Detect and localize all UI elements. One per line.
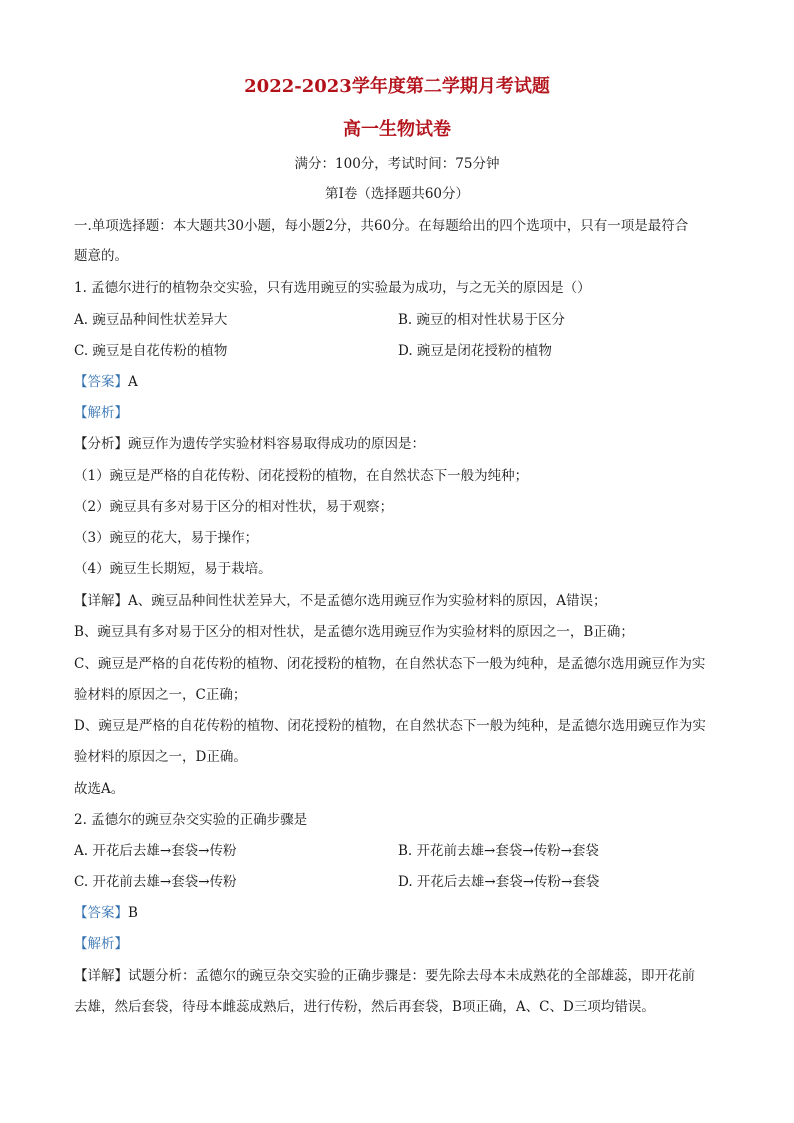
q1-fenxi-line	[74, 432, 724, 452]
q1-conclusion: 故选A。	[74, 781, 125, 797]
detail-tag: 【详解】	[74, 968, 128, 984]
section-instruction-line-1: 一.单项选择题：本大题共30小题，每小题2分，共60分。在每题给出的四个选项中，只有一项是最符合	[74, 218, 689, 234]
q2-detail-line-2: 去雄，然后套袋，待母本雌蕊成熟后，进行传粉，然后再套袋，B项正确，A、C、D三项均错误。	[74, 999, 655, 1015]
analysis-tag: 【解析】	[74, 405, 128, 421]
q1-answer-line	[74, 370, 724, 390]
q1-point-2: （2）豌豆具有多对易于区分的相对性状，易于观察；	[74, 499, 394, 515]
q1-analysis-heading	[74, 401, 724, 421]
answer-tag: 【答案】	[74, 374, 128, 390]
q1-detail-a	[74, 589, 724, 609]
q1-detail-c-line-1: C、豌豆是严格的自花传粉的植物、闭花授粉的植物，在自然状态下一般为纯种，是孟德尔选用豌豆作为实	[74, 656, 706, 672]
q1-detail-a-text: A、豌豆品种间性状差异大，不是孟德尔选用豌豆作为实验材料的原因，A错误；	[128, 593, 607, 609]
q1-option-d: D. 豌豆是闭花授粉的植物	[398, 343, 552, 359]
section-instruction-line-2: 题意的。	[74, 248, 128, 264]
q1-stem: 1. 孟德尔进行的植物杂交实验，只有选用豌豆的实验最为成功，与之无关的原因是（）	[74, 280, 591, 296]
exam-subtitle: 高一生物试卷	[343, 119, 451, 140]
q2-stem: 2. 孟德尔的豌豆杂交实验的正确步骤是	[74, 812, 308, 828]
q1-point-4: （4）豌豆生长期短，易于栽培。	[74, 561, 272, 577]
analysis-tag: 【解析】	[74, 936, 128, 952]
q2-option-d: D. 开花后去雄→套袋→传粉→套袋	[398, 874, 600, 890]
q1-option-a: A. 豌豆品种间性状差异大	[74, 312, 228, 328]
score-time-info: 满分：100分，考试时间：75分钟	[294, 156, 500, 172]
q2-detail-text-1: 试题分析：孟德尔的豌豆杂交实验的正确步骤是：要先除去母本未成熟花的全部雄蕊，即开花前	[128, 968, 695, 984]
q2-option-c: C. 开花前去雄→套袋→传粉	[74, 874, 237, 890]
q2-answer-value: B	[128, 905, 138, 921]
q1-fenxi-text: 豌豆作为遗传学实验材料容易取得成功的原因是：	[128, 436, 425, 452]
q1-detail-c-line-2: 验材料的原因之一，C正确；	[74, 687, 247, 703]
exam-title: 2022-2023学年度第二学期月考试题	[244, 76, 550, 97]
answer-tag: 【答案】	[74, 905, 128, 921]
q1-point-1: （1）豌豆是严格的自花传粉、闭花授粉的植物，在自然状态下一般为纯种；	[74, 468, 529, 484]
q2-answer-line	[74, 901, 724, 921]
q2-analysis-heading	[74, 932, 724, 952]
fenxi-tag: 【分析】	[74, 436, 128, 452]
q1-detail-d-line-1: D、豌豆是严格的自花传粉的植物、闭花授粉的植物，在自然状态下一般为纯种，是孟德尔选用豌豆作为实	[74, 718, 706, 734]
q2-option-b: B. 开花前去雄→套袋→传粉→套袋	[398, 843, 599, 859]
q1-option-c: C. 豌豆是自花传粉的植物	[74, 343, 228, 359]
q2-detail-line-1	[74, 964, 724, 984]
q1-option-b: B. 豌豆的相对性状易于区分	[398, 312, 566, 328]
q1-point-3: （3）豌豆的花大，易于操作；	[74, 530, 259, 546]
volume-heading: 第Ⅰ卷（选择题共60分）	[324, 186, 469, 202]
q2-option-a: A. 开花后去雄→套袋→传粉	[74, 843, 237, 859]
q1-detail-d-line-2: 验材料的原因之一，D正确。	[74, 749, 247, 765]
q1-answer-value: A	[128, 374, 138, 390]
detail-tag: 【详解】	[74, 593, 128, 609]
q1-detail-b: B、豌豆具有多对易于区分的相对性状，是孟德尔选用豌豆作为实验材料的原因之一，B正确；	[74, 624, 634, 640]
